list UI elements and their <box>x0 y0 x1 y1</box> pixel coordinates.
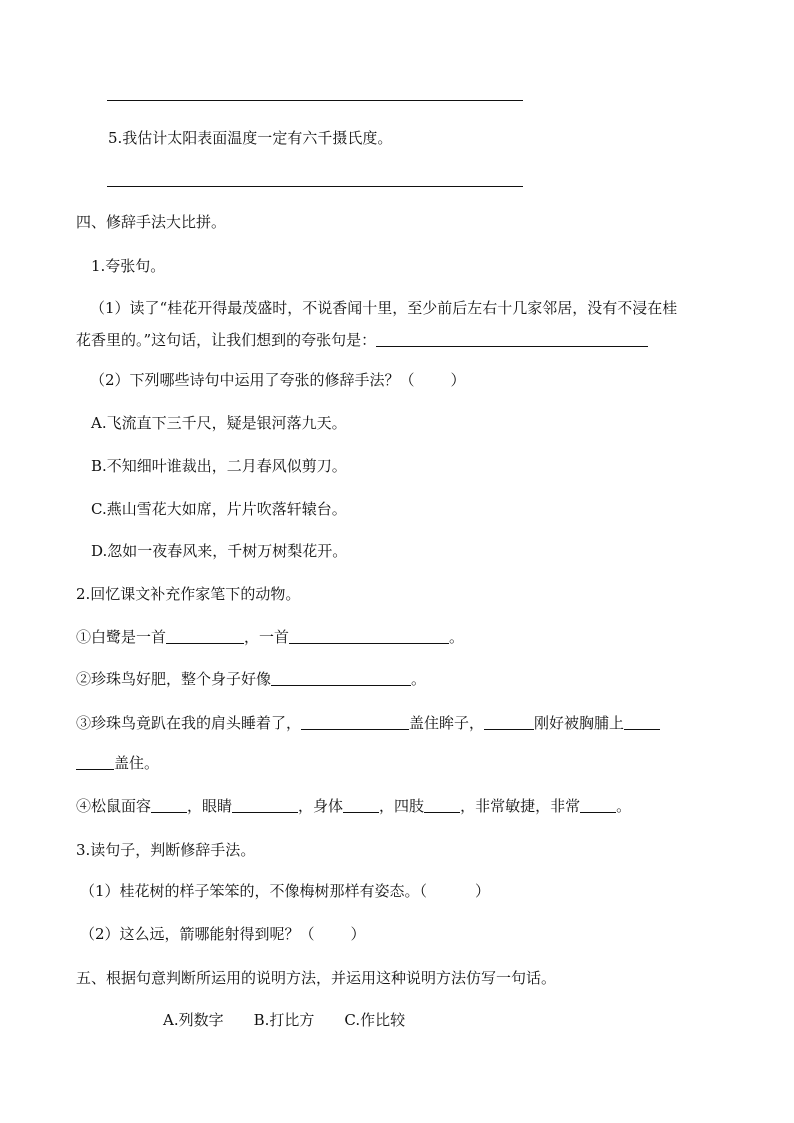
fill-sentence-3-cont <box>76 753 159 773</box>
sentence-text: 刚好被胸脯上 <box>534 714 625 732</box>
question-text: （2）这么远，箭哪能射得到呢？（ <box>80 925 315 943</box>
subsection-3-title: 3.读句子，判断修辞手法。 <box>76 841 256 859</box>
sentence-text: ，眼睛 <box>187 797 233 815</box>
fill-sentence-3 <box>76 713 660 733</box>
sentence-text: 盖住眸子， <box>409 714 485 732</box>
answer-blank[interactable] <box>232 797 298 813</box>
question-2-text: （2）下列哪些诗句中运用了夸张的修辞手法？（ <box>90 371 415 389</box>
sentence-text: ，身体 <box>298 797 344 815</box>
answer-blank[interactable] <box>580 797 616 813</box>
option-c: C.燕山雪花大如席，片片吹落轩辕台。 <box>91 500 347 518</box>
answer-blank[interactable] <box>289 628 449 644</box>
sentence-text: ④松鼠面容 <box>76 797 152 815</box>
paren-close: ） <box>350 925 366 943</box>
method-c: C.作比较 <box>344 1011 406 1029</box>
question-1-line2 <box>76 330 648 350</box>
fill-sentence-4 <box>76 796 631 816</box>
sentence-text: 盖住。 <box>114 754 160 772</box>
sentence-text: ，一首 <box>244 628 290 646</box>
answer-blank[interactable] <box>624 714 660 730</box>
question-2 <box>90 370 466 390</box>
answer-line[interactable] <box>107 100 523 101</box>
question-1-text: 花香里的。”这句话，让我们想到的夸张句是： <box>76 331 377 349</box>
section-5-title: 五、根据句意判断所运用的说明方法，并运用这种说明方法仿写一句话。 <box>76 969 557 987</box>
paren-close: ） <box>450 371 466 389</box>
subsection-2-title: 2.回忆课文补充作家笔下的动物。 <box>76 585 301 603</box>
paren-close: ） <box>475 882 491 900</box>
question-text: （1）桂花树的样子笨笨的，不像梅树那样有姿态。（ <box>80 882 428 900</box>
answer-blank[interactable] <box>76 754 114 770</box>
option-d: D.忽如一夜春风来，千树万树梨花开。 <box>91 542 348 560</box>
fill-sentence-1 <box>76 627 464 647</box>
answer-blank[interactable] <box>271 670 411 686</box>
sentence-text: ，非常敏捷，非常 <box>460 797 581 815</box>
answer-blank[interactable] <box>424 797 460 813</box>
question-1-line1: （1）读了“桂花开得最茂盛时，不说香闻十里，至少前后左右十几家邻居，没有不浸在桂 <box>90 299 678 317</box>
fill-sentence-2 <box>76 669 426 689</box>
option-a: A.飞流直下三千尺，疑是银河落九天。 <box>91 414 347 432</box>
section-4-title: 四、修辞手法大比拼。 <box>76 213 227 231</box>
answer-blank[interactable] <box>376 331 648 347</box>
sentence-text: 。 <box>411 670 427 688</box>
sentence-text: ①白鹭是一首 <box>76 628 167 646</box>
rhetoric-question-1 <box>80 881 490 901</box>
subsection-1-title: 1.夸张句。 <box>91 257 166 275</box>
method-a: A.列数字 <box>163 1011 224 1029</box>
answer-blank[interactable] <box>151 797 187 813</box>
sentence-text: ②珍珠鸟好肥，整个身子好像 <box>76 670 272 688</box>
answer-blank[interactable] <box>343 797 379 813</box>
rhetoric-question-2 <box>80 924 366 944</box>
sentence-text: ，四肢 <box>379 797 425 815</box>
answer-line[interactable] <box>107 186 523 187</box>
answer-blank[interactable] <box>484 714 534 730</box>
method-b: B.打比方 <box>253 1011 315 1029</box>
option-b: B.不知细叶谁裁出，二月春风似剪刀。 <box>91 457 347 475</box>
sentence-text: ③珍珠鸟竟趴在我的肩头睡着了， <box>76 714 302 732</box>
answer-blank[interactable] <box>301 714 409 730</box>
sentence-text: 。 <box>449 628 465 646</box>
answer-blank[interactable] <box>166 628 244 644</box>
sentence-text: 。 <box>616 797 632 815</box>
question-item-5: 5.我估计太阳表面温度一定有六千摄氏度。 <box>108 129 393 147</box>
method-options <box>163 1010 405 1030</box>
